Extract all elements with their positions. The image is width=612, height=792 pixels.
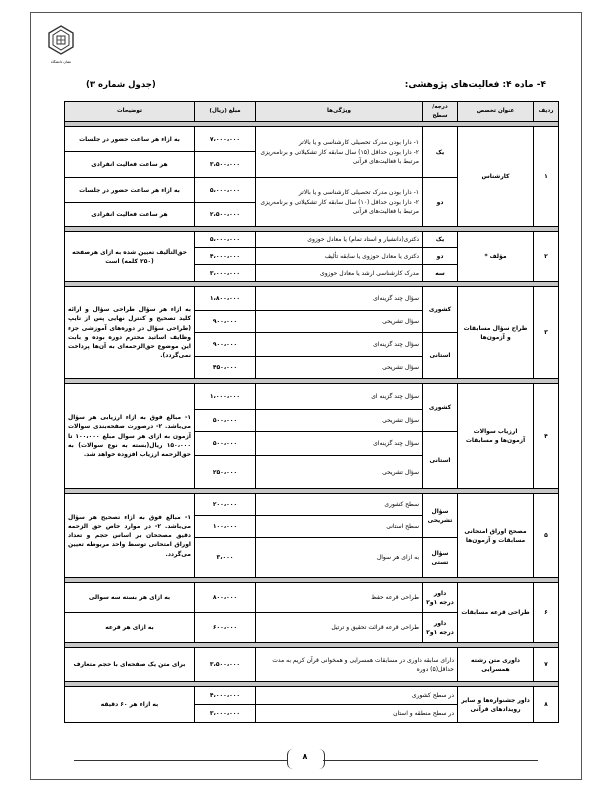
amount-cell: ۳،۵۰۰،۰۰۰ [195, 152, 256, 178]
amount-cell: ۴،۰۰۰،۰۰۰ [195, 687, 256, 705]
col-header-row-number: ردیف [534, 102, 559, 122]
row-number: ۶ [534, 583, 559, 643]
amount-cell: ۱،۸۰۰،۰۰۰ [195, 287, 256, 311]
feature-line: ۱- دارا بودن مدرک تحصیلی کارشناسی و یا بالاتر [298, 139, 419, 147]
description-cell: ۱- مبالغ فوق به ازاء ارزیابی هر سؤال می‌باشد. ۲- درصورت صفحه‌بندی سوالات آزمون به ازای هر سوال مبلغ ۱۰۰،۰۰۰ تا ۱۵۰،۰۰۰ ریال(بسته به نوع سوالات) به حق‌الزحمه ارزیاب افزوده خواهد شد. [65, 384, 195, 489]
features-cell: سؤال تشریحی [256, 410, 423, 432]
amount-cell: ۵۰۰،۰۰۰ [195, 410, 256, 432]
row-number: ۱ [534, 127, 559, 227]
col-header-features: ویژگی‌ها [256, 102, 423, 122]
amount-cell: ۵۰۰،۰۰۰ [195, 432, 256, 456]
amount-cell: ۲۰۰،۰۰۰ [195, 494, 256, 516]
amount-cell: ۶۰۰،۰۰۰ [195, 613, 256, 643]
table-row [65, 232, 559, 248]
features-cell: سؤال چند گزینه‌ای [256, 333, 423, 357]
amount-cell: ۸۰۰،۰۰۰ [195, 583, 256, 613]
row-number: ۳ [534, 287, 559, 379]
table-row [65, 648, 559, 682]
footer-rule-left [74, 760, 287, 761]
amount-cell: ۹۰۰،۰۰۰ [195, 333, 256, 357]
level-cell: کشوری [423, 384, 458, 432]
level-cell: استانی [423, 432, 458, 489]
row-title: کارشناس [458, 127, 534, 227]
description-cell: حق‌التألیف تعیین شده به ازای هرصفحه (۲۵۰ کلمه) است [65, 232, 195, 282]
features-cell: سؤال چند گزینه ای [256, 384, 423, 410]
row-title: طراح سؤال مسابقات و آزمون‌ها [458, 287, 534, 379]
description-cell: برای متن یک صفحه‌ای با حجم متعارف [65, 648, 195, 682]
features-cell: دکتری(دانشیار و استاد تمام) یا معادل حوزوی [256, 232, 423, 248]
amount-cell: ۷،۰۰۰،۰۰۰ [195, 127, 256, 152]
features-cell: سؤال تشریحی [256, 357, 423, 379]
row-title: داور جشنواره‌ها و سایر رویدادهای قرآنی [458, 687, 534, 723]
description-cell: هر ساعت فعالیت انفرادی [65, 152, 195, 178]
table-row [65, 287, 559, 311]
description-cell: هر ساعت فعالیت انفرادی [65, 203, 195, 227]
level-cell: سؤال تشریحی [423, 494, 458, 538]
features-cell: طراحی قرعه حفظ [256, 583, 423, 613]
level-cell: سه [423, 265, 458, 282]
features-cell: در سطح منطقه و استان [256, 705, 458, 723]
col-header-level: درجه/سطح [423, 102, 458, 122]
amount-cell: ۱۰۰،۰۰۰ [195, 516, 256, 538]
feature-line: ۲- دارا بودن حداقل (۱۰) سال سابقه کار تشکیلاتی و برنامه‌ریزی مرتبط با فعالیت‌های قرآنی [260, 198, 419, 215]
level-cell: داور درجه ۱و۲ [423, 613, 458, 643]
level-cell: دو [423, 248, 458, 265]
row-number: ۷ [534, 648, 559, 682]
level-cell: داور درجه ۱و۲ [423, 583, 458, 613]
amount-cell: ۱،۰۰۰،۰۰۰ [195, 384, 256, 410]
description-cell: به ازاء هر ساعت حضور در جلسات [65, 178, 195, 203]
amount-cell: ۴،۰۰۰،۰۰۰ [195, 248, 256, 265]
description-cell: به ازای هر قرعه [65, 613, 195, 643]
description-cell: به ازاء هر ساعت حضور در جلسات [65, 127, 195, 152]
description-cell: ۱- مبالغ فوق به ازاء تصحیح هر سؤال می‌باشد. ۲- در موارد خاص حق الزحمه دقیق مصححان بر اساس حجم و تعداد اوراق امتحانی توسط واحد مربوطه تعیین می‌گردد. [65, 494, 195, 578]
features-cell [256, 178, 423, 227]
row-number: ۴ [534, 384, 559, 489]
level-cell: استانی [423, 333, 458, 379]
page-number: ۸ [302, 752, 308, 761]
table-row [65, 494, 559, 516]
row-number: ۵ [534, 494, 559, 578]
row-title: ارزیاب سوالات آزمون‌ها و مسابقات [458, 384, 534, 489]
amount-cell: ۳،۰۰۰،۰۰۰ [195, 265, 256, 282]
row-number: ۸ [534, 687, 559, 723]
fee-table [64, 101, 559, 723]
amount-cell: ۳،۰۰۰،۰۰۰ [195, 705, 256, 723]
features-cell: دکتری یا معادل حوزوی یا سابقه تألیف [256, 248, 423, 265]
description-cell: به ازاء هر سؤال طراحی سؤال و ارائه کلید تصحیح و کنترل نهایی پس از تایپ (طراحی سؤال در دوره‌های آموزشی جزء وظایف اساتید محترم دوره بوده و بابت این موضوع حق‌الزحمه‌ای به آن‌ها پرداخت نمی‌گردد). [65, 287, 195, 379]
features-cell [256, 127, 423, 178]
features-cell: سؤال چند گزینه‌ای [256, 287, 423, 311]
features-cell: سؤال تشریحی [256, 456, 423, 489]
table-row [65, 687, 559, 705]
amount-cell: ۳،۰۰۰ [195, 538, 256, 578]
table-label: (جدول شماره ۳) [86, 80, 156, 90]
table-header-row [65, 102, 559, 122]
level-cell: یک [423, 127, 458, 178]
col-header-description: توضیحات [65, 102, 195, 122]
table-row [65, 384, 559, 410]
emblem-icon [46, 24, 76, 60]
row-number: ۲ [534, 232, 559, 282]
amount-cell: ۳،۵۰۰،۰۰۰ [195, 648, 256, 682]
feature-line: ۱- دارا بودن مدرک تحصیلی کارشناسی و یا بالاتر [298, 189, 419, 197]
features-cell: مدرک کارشناسی ارشد یا معادل حوزوی [256, 265, 423, 282]
description-cell: به ازاء هر ۶۰ دقیقه [65, 687, 195, 723]
amount-cell: ۵،۰۰۰،۰۰۰ [195, 232, 256, 248]
features-cell: دارای سابقه داوری در مسابقات همسرایی و همخوانی قرآن کریم به مدت حداقل(۵) دوره [256, 648, 458, 682]
amount-cell: ۴۵۰،۰۰۰ [195, 357, 256, 379]
features-cell: سؤال تشریحی [256, 311, 423, 333]
level-cell: کشوری [423, 287, 458, 333]
level-cell: یک [423, 232, 458, 248]
col-header-amount: مبلغ (ریال) [195, 102, 256, 122]
description-cell: به ازای هر بسته سه سوالی [65, 583, 195, 613]
table-row [65, 127, 559, 152]
row-title: داوری متن رشته همسرایی [458, 648, 534, 682]
features-cell: سؤال چند گزینه‌ای [256, 432, 423, 456]
footer-rule-right [323, 760, 538, 761]
amount-cell: ۲۵۰،۰۰۰ [195, 456, 256, 489]
level-cell: سؤال تستی [423, 538, 458, 578]
amount-cell: ۲،۵۰۰،۰۰۰ [195, 203, 256, 227]
col-header-specialty: عنوان تخصص [458, 102, 534, 122]
row-title: طراحی قرعه مسابقات [458, 583, 534, 643]
amount-cell: ۹۰۰،۰۰۰ [195, 311, 256, 333]
amount-cell: ۵،۰۰۰،۰۰۰ [195, 178, 256, 203]
row-title: مؤلف * [458, 232, 534, 282]
features-cell: طراحی قرعه قرائت تحقیق و ترتیل [256, 613, 423, 643]
section-heading: ۴- ماده ۴: فعالیت‌های پژوهشی: [404, 80, 546, 90]
logo-caption: نشان دانشگاه [50, 60, 72, 64]
features-cell: به ازای هر سوال [256, 538, 423, 578]
level-cell: دو [423, 178, 458, 227]
features-cell: سطح کشوری [256, 494, 423, 516]
table-row [65, 583, 559, 613]
features-cell: در سطح کشوری [256, 687, 458, 705]
row-title: مصحح اوراق امتحانی مسابقات و آزمون‌ها [458, 494, 534, 578]
feature-line: ۲- دارا بودن حداقل (۱۵) سال سابقه کار تشکیلاتی و برنامه‌ریزی مرتبط با فعالیت‌های قرآنی [260, 148, 419, 165]
features-cell: سطح استانی [256, 516, 423, 538]
